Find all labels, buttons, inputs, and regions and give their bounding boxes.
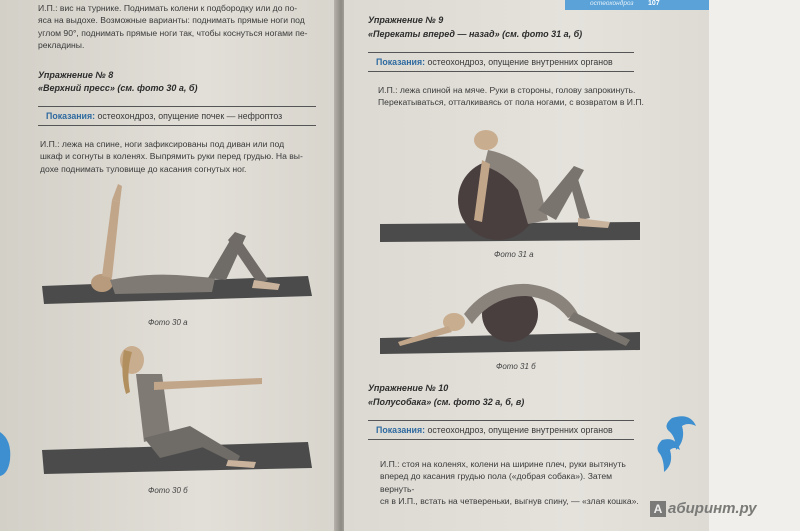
text-line: Перекатываться, отталкиваясь от пола ногами, с возвратом в И.П. — [378, 97, 644, 108]
exercise-8-title: Упражнение № 8 — [38, 70, 114, 80]
running-header-bar — [565, 0, 709, 10]
exercise-8-indications — [38, 106, 316, 126]
watermark-text: абиринт.ру — [668, 500, 757, 517]
photo-30a — [40, 180, 320, 310]
indications-label: Показания: — [46, 111, 96, 121]
caption-photo-31a: Фото 31 а — [494, 250, 534, 259]
indications-text: остеохондроз, опущение почек — нефроптоз — [95, 111, 283, 121]
exercise-9-description — [378, 84, 648, 109]
exercise-10-subtitle: «Полусобака» (см. фото 32 а, б, в) — [368, 397, 525, 407]
caption-photo-30b: Фото 30 б — [148, 486, 188, 495]
exercise-10-indications — [368, 420, 634, 440]
photo-31a — [378, 120, 642, 246]
exercise-10-title: Упражнение № 10 — [368, 383, 449, 393]
indications-text: остеохондроз, опущение внутренних органов — [425, 57, 613, 67]
page-edge — [709, 0, 800, 531]
indications-label: Показания: — [376, 425, 426, 435]
figure-torso — [110, 275, 215, 294]
dolphins-icon — [652, 410, 700, 476]
dolphin-icon — [0, 430, 14, 478]
text-line: И.П.: лежа спиной на мяче. Руки в стороны, голову запрокинуть. — [378, 85, 636, 95]
caption-photo-30a: Фото 30 а — [148, 318, 188, 327]
exercise-9-subtitle: «Перекаты вперед — назад» (см. фото 31 а, б) — [368, 29, 583, 39]
text-line: И.П.: вис на турнике. Поднимать колени к подбородку или до по- — [38, 3, 298, 13]
text-line: вперед до касания грудью пола («добрая собака»). Затем вернуть- — [380, 471, 613, 494]
text-line: углом 90°, поднимать прямые ноги так, чтобы коснуться ногами пе- — [38, 27, 308, 38]
exercise-9-indications — [368, 52, 634, 72]
text-line: дохе поднимать туловище до касания согнутых ног. — [40, 163, 247, 174]
text-line: И.П.: стоя на коленях, колени на ширине плеч, руки вытянуть — [380, 459, 626, 469]
exercise-8-description — [40, 138, 326, 175]
indications-text: остеохондроз, опущение внутренних органов — [425, 425, 613, 435]
intro-paragraph — [38, 2, 328, 52]
running-header-section: остеохондроз — [590, 0, 634, 7]
text-line: ся в И.П., встать на четвереньки, выгнув спину, — «злая кошка». — [380, 496, 639, 507]
text-line: И.П.: лежа на спине, ноги зафиксированы под диван или под — [40, 139, 285, 149]
figure-arms — [154, 378, 262, 390]
text-line: яса на выдохе. Возможные варианты: поднимать прямые ноги под — [38, 15, 305, 26]
text-line: рекладины. — [38, 40, 85, 51]
indications-label: Показания: — [376, 57, 426, 67]
exercise-10-description — [380, 458, 648, 508]
figure-hand — [112, 184, 122, 202]
figure-head — [474, 130, 498, 150]
photo-31b — [378, 266, 642, 358]
watermark-logo-icon: А — [650, 501, 666, 517]
exercise-8-subtitle: «Верхний пресс» (см. фото 30 а, б) — [38, 83, 198, 93]
caption-photo-31b: Фото 31 б — [496, 362, 536, 371]
exercise-9-title: Упражнение № 9 — [368, 15, 444, 25]
figure-arm — [102, 200, 120, 278]
page-number: 107 — [648, 0, 660, 7]
text-line: шкаф и согнуты в коленях. Выпрямить руки перед грудью. На вы- — [40, 151, 303, 162]
photo-30b — [40, 334, 320, 484]
watermark — [650, 500, 757, 517]
